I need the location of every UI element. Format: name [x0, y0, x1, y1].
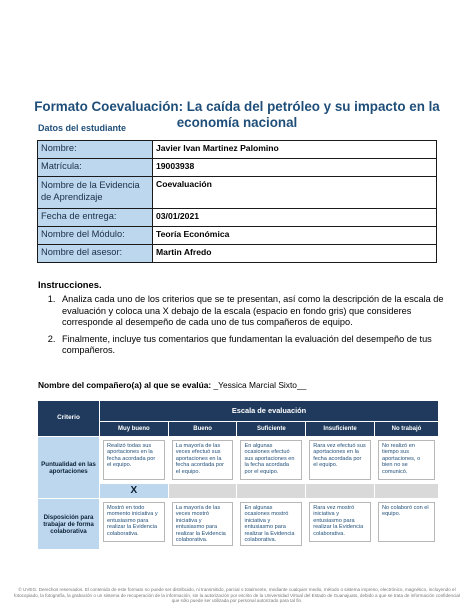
peer-label: Nombre del compañero(a) al que se evalúa:	[38, 380, 212, 390]
table-row	[38, 437, 439, 484]
criterion-description: No colaboró con el equipo.	[378, 502, 435, 542]
level-header: Muy bueno	[100, 422, 169, 437]
table-row	[38, 177, 437, 209]
copyright-footer: © UVEG. Derechos reservados. El contenido de este formato no puede ser distribuido, ni transmitido, parcial o totalmente, mediante cualquier medio, método o sistema impreso, electrónico, magnético, incluyendo el fotocopiado, la fotografía, la grabación o un sistema de recuperación de la información, sin la autorización por escrito de la Universidad Virtual del Estado de Guanajuato, debido a que se trata de información confidencial que sólo puede ser utilizada por personal autorizado para tal fin.	[13, 587, 461, 604]
score-cell[interactable]	[306, 484, 375, 499]
table-row	[38, 227, 437, 245]
criterion-description: La mayoría de las veces efectuó sus aportaciones en la fecha acordada por el equipo.	[172, 440, 234, 480]
level-header: Suficiente	[237, 422, 306, 437]
score-cell[interactable]	[374, 484, 438, 499]
rubric-table	[37, 400, 439, 550]
score-cell[interactable]	[237, 484, 306, 499]
list-item: 1. Analiza cada uno de los criterios que se te presentan, así como la descripción de la escala de evaluación y coloca una X debajo de la escala (espacio en fondo gris) que consideres corresponde al desempeño de cada uno de tus compañeros de equipo.	[58, 294, 460, 329]
peer-name: _Yessica Marcial Sixto__	[211, 380, 307, 390]
score-cell[interactable]	[168, 484, 237, 499]
row-value: Teoría Económica	[153, 227, 437, 245]
row-label: Nombre del Módulo:	[38, 227, 153, 245]
scale-header: Escala de evaluación	[100, 401, 439, 422]
instructions-heading: Instrucciones.	[38, 279, 102, 290]
criterion-description: Rara vez efectuó sus aportaciones en la fecha acordada por el equipo.	[309, 440, 371, 480]
score-cell-selected[interactable]: X	[100, 484, 169, 499]
row-value: Martin Afredo	[153, 245, 437, 263]
criterion-description: Mostró en todo momento iniciativa y entusiasmo para realizar la Evidencia colaborativa.	[103, 502, 165, 542]
row-value: Javier Ivan Martinez Palomino	[153, 141, 437, 159]
criterion-description: No realizó en tiempo sus aportaciones, o bien no se comunicó.	[378, 440, 435, 480]
criterion-description: En algunas ocasiones efectuó sus aportaciones en la fecha acordada por el equipo.	[240, 440, 302, 480]
row-label: Nombre de la Evidencia de Aprendizaje	[38, 177, 153, 209]
table-row	[38, 245, 437, 263]
row-value: Coevaluación	[153, 177, 437, 209]
criterion-description: En algunas ocasiones mostró iniciativa y entusiasmo para realizar la Evidencia colaborativa.	[240, 502, 302, 546]
document-title: Formato Coevaluación: La caída del petróleo y su impacto en la economía nacional	[34, 99, 440, 130]
table-row	[38, 159, 437, 177]
level-header: Insuficiente	[306, 422, 375, 437]
level-header: Bueno	[168, 422, 237, 437]
row-label: Nombre:	[38, 141, 153, 159]
student-data-table	[37, 140, 437, 263]
table-row	[38, 141, 437, 159]
row-label: Fecha de entrega:	[38, 209, 153, 227]
criterio-header: Criterio	[38, 401, 100, 437]
row-label: Nombre del asesor:	[38, 245, 153, 263]
criterion-description: Realizó todas sus aportaciones en la fecha acordada por el equipo.	[103, 440, 165, 480]
level-header: No trabajó	[374, 422, 438, 437]
instructions-list	[38, 294, 460, 362]
table-row	[38, 499, 439, 550]
table-row	[38, 209, 437, 227]
table-row	[38, 401, 439, 422]
criterion-name: Disposición para trabajar de forma colaborativa	[38, 499, 100, 550]
criterion-description: Rara vez mostró iniciativa y entusiasmo para realizar la Evidencia colaborativa.	[309, 502, 371, 542]
row-label: Matrícula:	[38, 159, 153, 177]
criterion-name: Puntualidad en las aportaciones	[38, 437, 100, 499]
student-section-heading: Datos del estudiante	[38, 123, 127, 133]
row-value: 19003938	[153, 159, 437, 177]
peer-line	[38, 380, 306, 390]
criterion-description: La mayoría de las veces mostró iniciativa y entusiasmo para realizar la Evidencia colaborativa.	[172, 502, 234, 546]
list-item: 2. Finalmente, incluye tus comentarios que fundamentan la evaluación del desempeño de tus compañeros.	[58, 334, 460, 357]
row-value: 03/01/2021	[153, 209, 437, 227]
